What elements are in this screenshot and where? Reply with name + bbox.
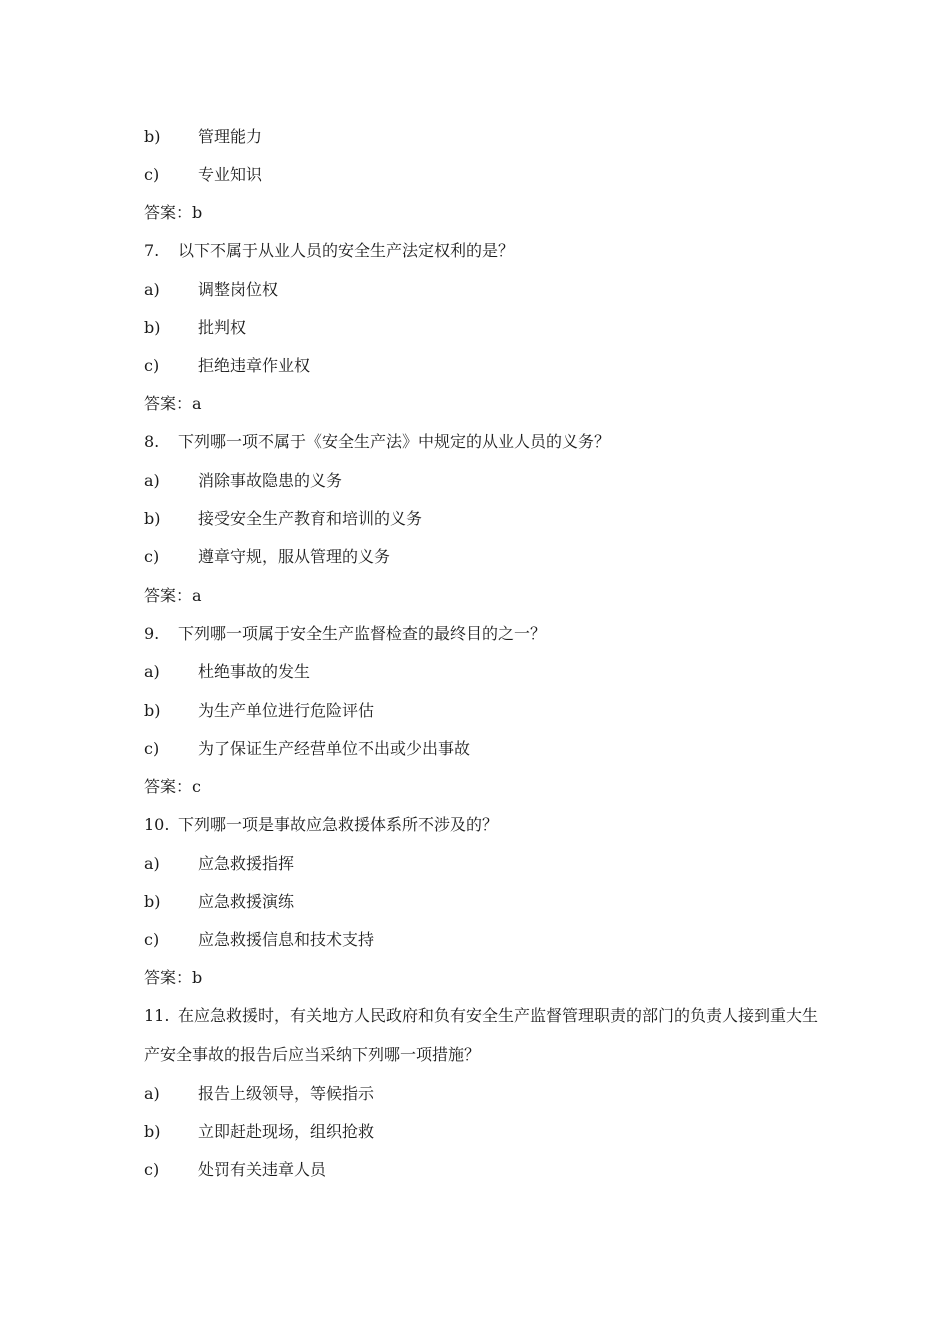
option-c xyxy=(144,547,390,567)
option-letter: b) xyxy=(144,509,161,528)
question-number: 11. xyxy=(144,1006,170,1025)
option-a xyxy=(144,854,294,874)
option-a xyxy=(144,280,278,300)
option-text: 报告上级领导，等候指示 xyxy=(198,1084,375,1103)
question-8 xyxy=(144,432,610,452)
question-7 xyxy=(144,241,514,261)
option-a xyxy=(144,1084,374,1104)
question-text-line1: 在应急救援时，有关地方人民政府和负有安全生产监督管理职责的部门的负责人接到重大生 xyxy=(178,1006,819,1025)
question-9 xyxy=(144,624,546,644)
option-text: 批判权 xyxy=(198,318,247,337)
option-text: 杜绝事故的发生 xyxy=(198,662,311,681)
option-letter: c) xyxy=(144,165,160,184)
option-c xyxy=(144,1160,326,1180)
question-text-line2: 产安全事故的报告后应当采纳下列哪一项措施？ xyxy=(144,1045,481,1064)
question-11-continuation xyxy=(144,1045,480,1065)
option-text: 应急救援信息和技术支持 xyxy=(198,930,375,949)
question-number: 10. xyxy=(144,815,170,834)
option-letter: a) xyxy=(144,1084,160,1103)
option-letter: c) xyxy=(144,1160,160,1179)
option-text: 管理能力 xyxy=(198,127,263,146)
option-b xyxy=(144,127,262,147)
option-letter: c) xyxy=(144,547,160,566)
option-c xyxy=(144,165,262,185)
option-letter: c) xyxy=(144,356,160,375)
answer-label: 答案： xyxy=(144,394,193,413)
option-text: 为了保证生产经营单位不出或少出事故 xyxy=(198,739,471,758)
answer-value: c xyxy=(192,777,201,796)
option-c xyxy=(144,930,374,950)
option-text: 拒绝违章作业权 xyxy=(198,356,311,375)
option-text: 为生产单位进行危险评估 xyxy=(198,701,375,720)
option-letter: a) xyxy=(144,854,160,873)
option-letter: a) xyxy=(144,280,160,299)
answer-line xyxy=(144,394,202,414)
question-number: 7. xyxy=(144,241,160,260)
option-letter: b) xyxy=(144,318,161,337)
option-text: 应急救援演练 xyxy=(198,892,295,911)
option-text: 调整岗位权 xyxy=(198,280,279,299)
question-text: 以下不属于从业人员的安全生产法定权利的是？ xyxy=(178,241,515,260)
question-number: 9. xyxy=(144,624,160,643)
answer-value: b xyxy=(192,968,203,987)
answer-line xyxy=(144,203,202,223)
option-a xyxy=(144,471,342,491)
option-text: 专业知识 xyxy=(198,165,263,184)
question-text: 下列哪一项是事故应急救援体系所不涉及的？ xyxy=(178,815,499,834)
option-text: 立即赶赴现场，组织抢救 xyxy=(198,1122,375,1141)
answer-label: 答案： xyxy=(144,203,193,222)
option-letter: b) xyxy=(144,892,161,911)
answer-value: b xyxy=(192,203,203,222)
option-letter: c) xyxy=(144,739,160,758)
option-letter: a) xyxy=(144,662,160,681)
option-letter: b) xyxy=(144,701,161,720)
answer-line xyxy=(144,586,202,606)
answer-label: 答案： xyxy=(144,586,193,605)
question-number: 8. xyxy=(144,432,160,451)
option-b xyxy=(144,318,246,338)
option-text: 应急救援指挥 xyxy=(198,854,295,873)
option-letter: b) xyxy=(144,127,161,146)
option-b xyxy=(144,892,294,912)
option-text: 遵章守规，服从管理的义务 xyxy=(198,547,391,566)
option-text: 消除事故隐患的义务 xyxy=(198,471,343,490)
question-10 xyxy=(144,815,498,835)
option-letter: b) xyxy=(144,1122,161,1141)
option-letter: a) xyxy=(144,471,160,490)
answer-value: a xyxy=(192,394,202,413)
question-text: 下列哪一项属于安全生产监督检查的最终目的之一？ xyxy=(178,624,547,643)
option-b xyxy=(144,701,374,721)
option-c xyxy=(144,739,470,759)
option-a xyxy=(144,662,310,682)
answer-label: 答案： xyxy=(144,777,193,796)
option-c xyxy=(144,356,310,376)
option-letter: c) xyxy=(144,930,160,949)
option-b xyxy=(144,1122,374,1142)
option-b xyxy=(144,509,422,529)
answer-value: a xyxy=(192,586,202,605)
answer-line xyxy=(144,777,201,797)
question-text: 下列哪一项不属于《安全生产法》中规定的从业人员的义务？ xyxy=(178,432,611,451)
option-text: 处罚有关违章人员 xyxy=(198,1160,327,1179)
option-text: 接受安全生产教育和培训的义务 xyxy=(198,509,423,528)
answer-label: 答案： xyxy=(144,968,193,987)
question-11 xyxy=(144,1006,818,1026)
answer-line xyxy=(144,968,202,988)
